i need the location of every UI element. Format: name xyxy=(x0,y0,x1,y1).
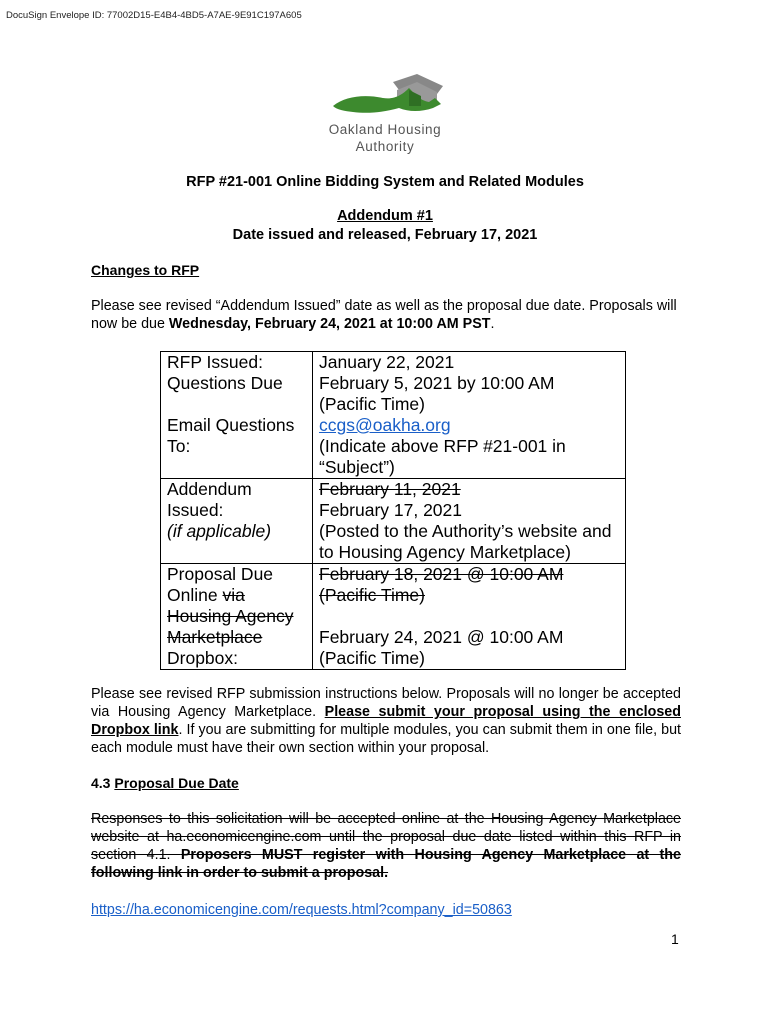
proposal-label-struck-via: via xyxy=(222,585,245,605)
table-row xyxy=(161,564,626,670)
rfp-issued-label: RFP Issued: xyxy=(167,352,263,372)
addendum-posted-note: (Posted to the Authority’s website and to Housing Agency Marketplace) xyxy=(319,521,612,562)
addendum-label-cell xyxy=(161,479,313,564)
email-questions-label: Email Questions To: xyxy=(167,415,295,456)
submission-paragraph xyxy=(91,685,681,757)
proposal-old-timezone: (Pacific Time) xyxy=(319,585,425,605)
date-issued: Date issued and released, February 17, 2021 xyxy=(232,227,538,243)
proposal-value-cell xyxy=(313,564,626,670)
intro-text: Please see revised “Addendum Issued” date as well as the proposal due date. Proposals will now be due xyxy=(91,298,677,332)
schedule-labels-top xyxy=(161,352,313,479)
addendum-new-date: February 17, 2021 xyxy=(319,500,463,520)
changes-heading: Changes to RFP xyxy=(91,262,200,278)
submission-text-1: Please see revised RFP submission instructions below. Proposals will no longer be accepted via Housing Agency Marketplace. xyxy=(91,686,681,720)
intro-due-date: Wednesday, February 24, 2021 at 10:00 AM PST xyxy=(168,316,491,332)
questions-due-label: Questions Due xyxy=(167,373,283,393)
logo-text xyxy=(300,121,470,155)
intro-paragraph xyxy=(91,297,681,333)
section-title: Proposal Due Date xyxy=(114,775,239,791)
proposal-new-date: February 24, 2021 @ 10:00 AM xyxy=(319,627,564,647)
proposal-label: Proposal Due Online xyxy=(167,564,274,605)
struck-text: Responses to this solicitation will be accepted online at the Housing Agency Marketplace website at ha.economicengine.com until the proposal due date listed within this RFP in section 4.1. xyxy=(91,811,681,863)
logo-line-1: Oakland Housing xyxy=(328,122,442,137)
document-title: RFP #21-001 Online Bidding System and Related Modules xyxy=(186,174,584,190)
dropbox-instruction: Please submit your proposal using the enclosed Dropbox link xyxy=(91,704,681,738)
addendum-heading xyxy=(0,208,770,224)
addendum-note: (if applicable) xyxy=(167,521,272,541)
rfp-issued-value: January 22, 2021 xyxy=(319,352,455,372)
submission-text-2: . If you are submitting for multiple modules, you can submit them in one file, but each module must have their own section within your proposal. xyxy=(91,722,681,756)
logo-line-2: Authority xyxy=(355,139,415,154)
addendum-value-cell xyxy=(313,479,626,564)
schedule-values-top xyxy=(313,352,626,479)
proposal-new-timezone: (Pacific Time) xyxy=(319,648,425,668)
schedule-table xyxy=(160,351,626,670)
proposal-label-cell xyxy=(161,564,313,670)
table-row xyxy=(161,479,626,564)
section-number: 4.3 xyxy=(91,775,111,791)
section-heading xyxy=(91,775,239,791)
marketplace-link[interactable]: https://ha.economicengine.com/requests.html?company_id=50863 xyxy=(91,902,512,918)
intro-end: . xyxy=(490,316,495,332)
struck-paragraph xyxy=(91,810,681,882)
email-note: (Indicate above RFP #21-001 in “Subject”) xyxy=(319,436,566,477)
page-number: 1 xyxy=(671,931,679,947)
struck-link-line xyxy=(91,901,681,919)
addendum-issued-label: Addendum Issued: xyxy=(167,479,252,520)
proposal-label-dropbox: Dropbox: xyxy=(167,648,239,668)
questions-due-value: February 5, 2021 by 10:00 AM xyxy=(319,373,555,393)
addendum-old-date: February 11, 2021 xyxy=(319,479,461,499)
email-link[interactable]: ccgs@oakha.org xyxy=(319,415,451,435)
docusign-envelope-id: DocuSign Envelope ID: 77002D15-E4B4-4BD5-A7AE-9E91C197A605 xyxy=(6,10,302,21)
questions-due-timezone: (Pacific Time) xyxy=(319,394,425,414)
proposal-label-struck-marketplace: Housing Agency Marketplace xyxy=(167,606,294,647)
struck-bold-text: Proposers MUST register with Housing Agency Marketplace at the following link in order to submit a proposal. xyxy=(91,847,681,881)
addendum-number: Addendum #1 xyxy=(337,208,433,224)
table-row xyxy=(161,352,626,479)
proposal-old-date: February 18, 2021 @ 10:00 AM xyxy=(319,564,564,584)
